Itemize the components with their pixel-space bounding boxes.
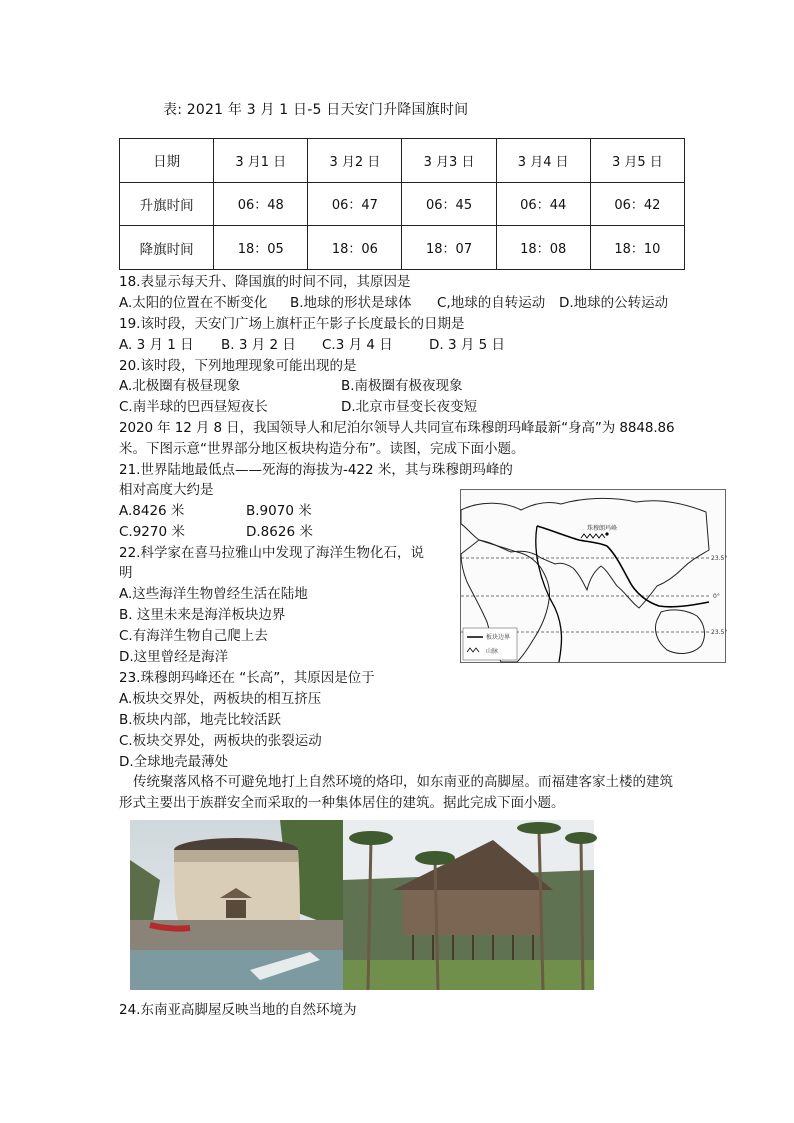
q20-option-d: D.北京市昼变长夜变短	[341, 399, 478, 415]
q21-option-b: B.9070 米	[246, 503, 312, 519]
intro2-line2: 米。下图示意“世界部分地区板块构造分布”。读图，完成下面小题。	[119, 441, 525, 457]
q23-option-a: A.板块交界处，两板块的相互挤压	[119, 691, 322, 707]
q23-option-b: B.板块内部，地壳比较活跃	[119, 712, 282, 728]
lat-equator-label: 0°	[713, 593, 720, 600]
q23-option-d: D.全球地壳最薄处	[119, 754, 229, 770]
legend-boundary-label: 板块边界	[486, 634, 511, 641]
everest-label: 珠穆朗玛峰	[587, 525, 618, 532]
q19-option-b: B. 3 月 2 日	[221, 337, 296, 353]
plate-tectonics-map	[460, 489, 726, 663]
table-cell: 18：10	[590, 226, 684, 270]
q19-option-d: D. 3 月 5 日	[429, 337, 506, 353]
header-cell: 3 月5 日	[590, 139, 684, 183]
q20-option-c: C.南半球的巴西昼短夜长	[119, 399, 268, 415]
q21-stem-line1: 21.世界陆地最低点——死海的海拔为-422 米，其与珠穆朗玛峰的	[119, 462, 513, 478]
table-cell: 18：08	[496, 226, 590, 270]
header-cell: 3 月3 日	[402, 139, 496, 183]
stilt-house-photo	[343, 820, 594, 990]
table-row	[120, 226, 685, 270]
table-cell: 06：42	[590, 182, 684, 226]
q21-option-d: D.8626 米	[246, 524, 313, 540]
everest-marker	[605, 532, 608, 535]
q24-stem: 24.东南亚高脚屋反映当地的自然环境为	[119, 1002, 357, 1018]
map-svg	[461, 490, 728, 662]
q22-stem-line2: 明	[119, 565, 133, 581]
intro3-paragraph: 传统聚落风格不可避免地打上自然环境的烙印，如东南亚的高脚屋。而福建客家土楼的建筑形式主要出于族群安全而采取的一种集体居住的建筑。据此完成下面小题。	[119, 774, 673, 811]
header-cell: 日期	[120, 139, 214, 183]
eurasia-outline	[461, 498, 709, 608]
q18-option-b: B.地球的形状是球体	[290, 295, 412, 311]
header-cell: 3 月1 日	[214, 139, 308, 183]
tulou-photo	[130, 820, 343, 990]
q18-option-d: D.地球的公转运动	[559, 295, 669, 311]
mountain-symbol	[581, 534, 605, 538]
q19-option-a: A. 3 月 1 日	[119, 337, 194, 353]
table-cell: 06：45	[402, 182, 496, 226]
table-caption: 表: 2021 年 3 月 1 日-5 日天安门升降国旗时间	[163, 102, 469, 118]
q21-option-c: C.9270 米	[119, 524, 185, 540]
q19-stem: 19.该时段，天安门广场上旗杆正午影子长度最长的日期是	[119, 316, 465, 332]
legend-mountain-label: 山脉	[486, 648, 499, 655]
table-cell: 18：06	[308, 226, 402, 270]
plate-boundary-line-3	[536, 526, 562, 662]
row-label: 升旗时间	[120, 182, 214, 226]
table-cell: 06：44	[496, 182, 590, 226]
q23-stem: 23.珠穆朗玛峰还在 “长高”，其原因是位于	[119, 670, 375, 686]
header-cell: 3 月2 日	[308, 139, 402, 183]
q20-stem: 20.该时段，下列地理现象可能出现的是	[119, 358, 357, 374]
q19-option-c: C.3 月 4 日	[322, 337, 393, 353]
table-cell: 06：48	[214, 182, 308, 226]
table-header-row	[120, 139, 685, 183]
q18-option-c: C,地球的自转运动	[437, 295, 546, 311]
q21-option-a: A.8426 米	[119, 503, 185, 519]
q22-option-d: D.这里曾经是海洋	[119, 649, 229, 665]
table-cell: 18：05	[214, 226, 308, 270]
table-row	[120, 182, 685, 226]
table-cell: 18：07	[402, 226, 496, 270]
map-legend	[463, 628, 517, 660]
q22-stem-line1: 22.科学家在喜马拉雅山中发现了海洋生物化石，说	[119, 545, 424, 561]
flag-time-table	[119, 138, 685, 270]
lat-north-label: 23.5°	[711, 555, 728, 562]
q23-option-c: C.板块交界处，两板块的张裂运动	[119, 733, 322, 749]
q18-stem: 18.表显示每天升、降国旗的时间不同，其原因是	[119, 274, 411, 290]
q20-option-a: A.北极圈有极昼现象	[119, 378, 241, 394]
header-cell: 3 月4 日	[496, 139, 590, 183]
q20-option-b: B.南极圈有极夜现象	[341, 378, 463, 394]
intro2-line1: 2020 年 12 月 8 日，我国领导人和尼泊尔领导人共同宣布珠穆朗玛峰最新“身高”为 8848.86	[119, 420, 675, 436]
q22-option-b: B. 这里未来是海洋板块边界	[119, 607, 286, 623]
q22-option-a: A.这些海洋生物曾经生活在陆地	[119, 586, 308, 602]
lat-south-label: 23.5°	[711, 629, 728, 636]
row-label: 降旗时间	[120, 226, 214, 270]
q22-option-c: C.有海洋生物自己爬上去	[119, 628, 268, 644]
plate-boundary-line-2	[607, 546, 709, 607]
q18-option-a: A.太阳的位置在不断变化	[119, 295, 268, 311]
table-cell: 06：47	[308, 182, 402, 226]
q21-stem-line2: 相对高度大约是	[119, 482, 214, 498]
